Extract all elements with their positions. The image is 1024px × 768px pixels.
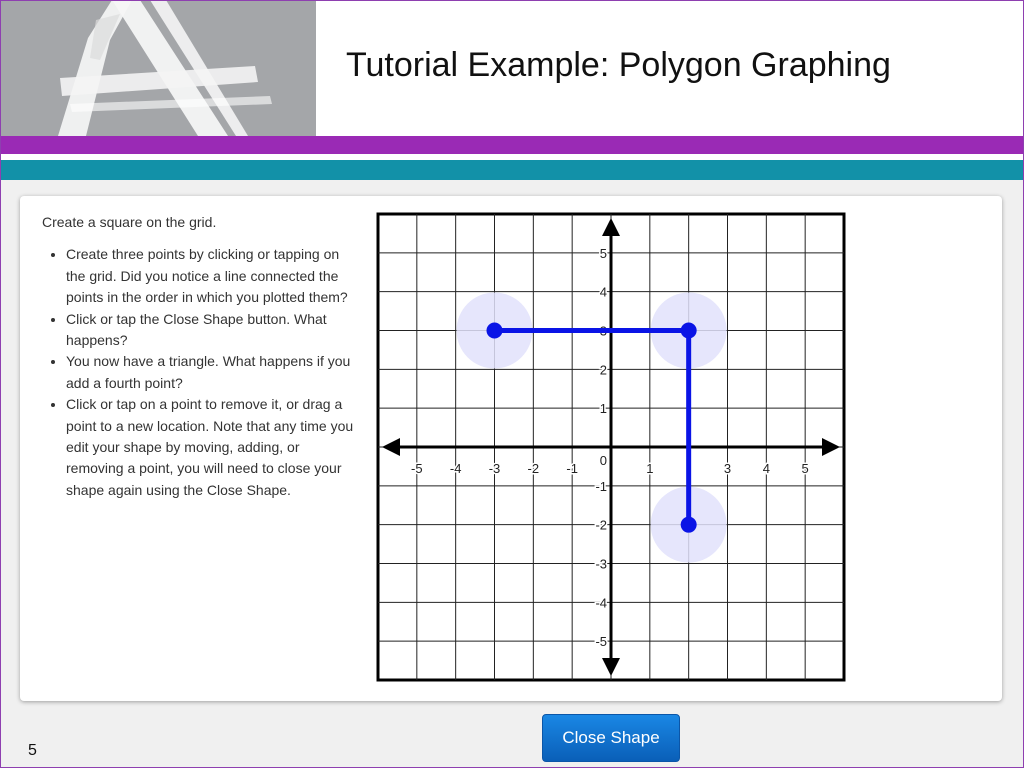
page-number: 5	[28, 742, 37, 759]
plotted-point[interactable]	[681, 323, 697, 339]
y-tick-label: -5	[595, 634, 607, 650]
x-tick-label: 4	[762, 461, 770, 476]
origin-label: 0	[599, 453, 607, 468]
y-tick-label: -4	[595, 595, 607, 611]
y-tick-label: 5	[599, 245, 607, 261]
plotted-point[interactable]	[487, 323, 503, 339]
instruction-item: • You now have a triangle. What happens if you add a fourth point?	[66, 351, 360, 394]
instructions-panel	[42, 212, 360, 501]
instruction-item: • Click or tap on a point to remove it, or drag a point to a new location. Note that any time you edit your shape by moving, adding, or removing a point, you will need to close your shape again using the Close Shape.	[66, 394, 360, 501]
x-tick-label: -2	[527, 461, 540, 476]
activity-card	[20, 196, 1002, 701]
accent-band-purple	[0, 136, 1024, 154]
y-tick-label: 3	[599, 323, 607, 339]
instructions-intro: Create a square on the grid.	[42, 214, 217, 230]
coordinate-grid[interactable]	[376, 212, 846, 692]
x-tick-label: -1	[566, 461, 578, 476]
instructions-list	[42, 244, 360, 501]
y-tick-label: -3	[595, 556, 607, 572]
slide-title: Tutorial Example: Polygon Graphing	[346, 46, 891, 84]
close-shape-button[interactable]: Close Shape	[542, 714, 680, 762]
x-tick-label: -3	[488, 461, 501, 476]
y-tick-label: 2	[599, 362, 607, 378]
accent-band-teal	[0, 160, 1024, 180]
x-tick-label: -4	[449, 461, 462, 476]
plotted-point[interactable]	[681, 517, 697, 533]
logo-a-mark	[0, 0, 316, 136]
y-tick-label: -1	[595, 478, 607, 494]
y-tick-label: 1	[599, 401, 607, 417]
y-tick-label: -2	[595, 517, 607, 533]
instruction-item: • Click or tap the Close Shape button. What happens?	[66, 309, 360, 352]
x-tick-label: -5	[411, 461, 423, 476]
x-tick-label: 3	[723, 461, 732, 476]
x-tick-label: 5	[801, 461, 809, 476]
x-tick-label: 1	[646, 461, 654, 476]
brand-logo	[0, 0, 316, 136]
slide-header	[0, 0, 1024, 136]
instruction-item: • Create three points by clicking or tapping on the grid. Did you notice a line connected the points in the order in which you plotted them?	[66, 244, 360, 308]
y-tick-label: 4	[599, 284, 607, 300]
